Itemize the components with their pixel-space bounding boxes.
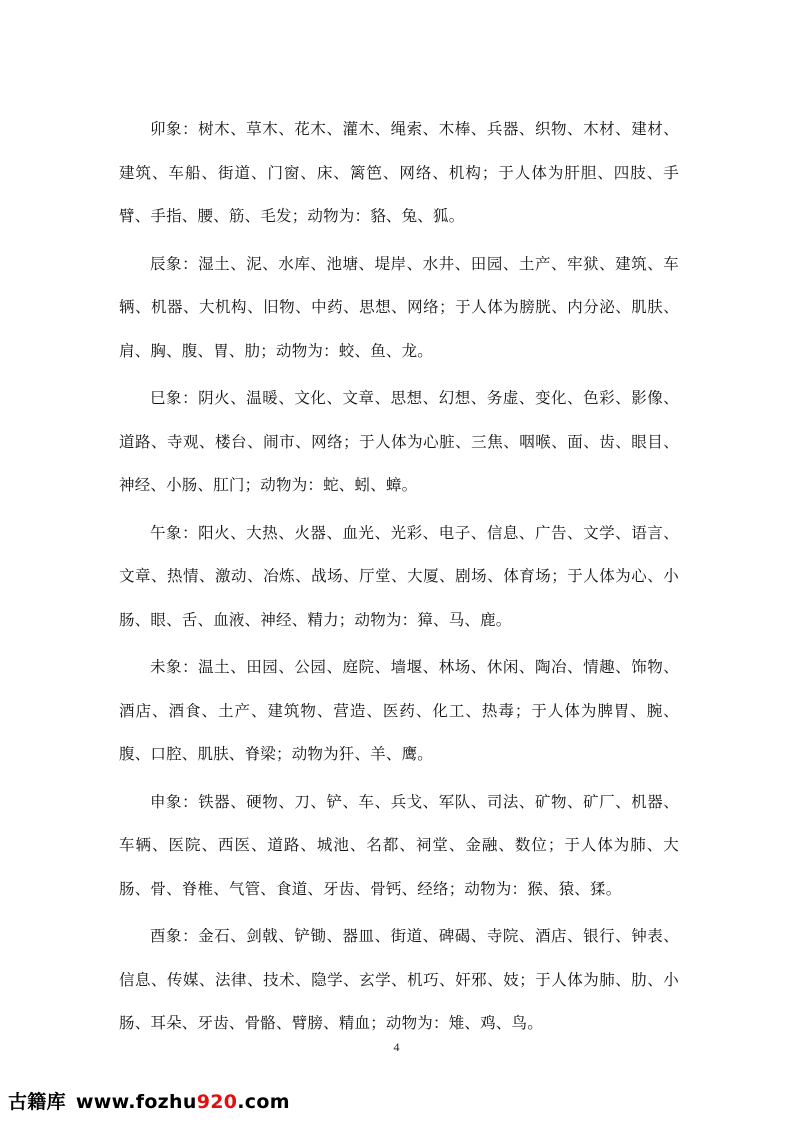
paragraph-label: 辰象： xyxy=(150,254,199,273)
watermark-url-prefix: www.fozhu xyxy=(75,1091,197,1113)
paragraph-si xyxy=(119,377,679,508)
paragraph-wei xyxy=(119,646,679,777)
paragraph-you xyxy=(119,915,679,1046)
paragraph-label: 酉象： xyxy=(150,927,199,945)
paragraph-text: 温土、田园、公园、庭院、墙堰、林场、休闲、陶冶、情趣、饰物、酒店、酒食、土产、建筑物、营造、医药、化工、热毒；于人体为脾胃、腕、腹、口腔、肌肤、脊梁；动物为犴、羊、鹰。 xyxy=(119,658,679,763)
paragraph-text: 树木、草木、花木、灌木、绳索、木棒、兵器、织物、木材、建材、建筑、车船、街道、门窗、床、篱笆、网络、机构；于人体为肝胆、四肢、手臂、手指、腰、筋、毛发；动物为：貉、兔、狐。 xyxy=(119,120,679,225)
paragraph-mao xyxy=(119,108,679,239)
paragraph-text: 铁器、硬物、刀、铲、车、兵戈、军队、司法、矿物、矿厂、机器、车辆、医院、西医、道路、城池、名都、祠堂、金融、数位；于人体为肺、大肠、骨、脊椎、气管、食道、牙齿、骨钙、经络；动物为：猴、猿、猱。 xyxy=(119,792,679,898)
watermark-site-name: 古籍库 xyxy=(8,1091,66,1113)
document-body xyxy=(119,108,679,1050)
watermark-url-suffix: .com xyxy=(237,1091,290,1113)
paragraph-chen xyxy=(119,243,679,374)
paragraph-label: 未象： xyxy=(150,658,199,676)
paragraph-label: 申象： xyxy=(150,792,199,811)
paragraph-text: 阳火、大热、火器、血光、光彩、电子、信息、广告、文学、语言、文章、热情、激动、冶炼、战场、厅堂、大厦、剧场、体育场；于人体为心、小肠、眼、舌、血液、神经、精力；动物为：獐、马、鹿。 xyxy=(119,523,679,629)
paragraph-shen xyxy=(119,781,679,912)
paragraph-text: 湿土、泥、水库、池塘、堤岸、水井、田园、土产、牢狱、建筑、车辆、机器、大机构、旧物、中药、思想、网络；于人体为膀胱、内分泌、肌肤、肩、胸、腹、胃、肋；动物为：蛟、鱼、龙。 xyxy=(119,254,679,360)
paragraph-label: 巳象： xyxy=(150,389,199,407)
paragraph-label: 午象： xyxy=(150,523,199,542)
page-number: 4 xyxy=(393,1040,400,1054)
paragraph-text: 金石、剑戟、铲锄、器皿、街道、碑碣、寺院、酒店、银行、钟表、信息、传媒、法律、技术、隐学、玄学、机巧、奸邪、妓；于人体为肺、肋、小肠、耳朵、牙齿、骨骼、臂膀、精血；动物为：雉、鸡、鸟。 xyxy=(119,927,679,1032)
paragraph-wu xyxy=(119,512,679,643)
paragraph-text: 阴火、温暖、文化、文章、思想、幻想、务虚、变化、色彩、影像、道路、寺观、楼台、闹市、网络；于人体为心脏、三焦、咽喉、面、齿、眼目、神经、小肠、肛门；动物为：蛇、蚓、蟑。 xyxy=(119,389,679,494)
site-watermark xyxy=(8,1087,290,1114)
paragraph-label: 卯象： xyxy=(150,120,199,138)
watermark-url-number: 920 xyxy=(196,1091,238,1113)
